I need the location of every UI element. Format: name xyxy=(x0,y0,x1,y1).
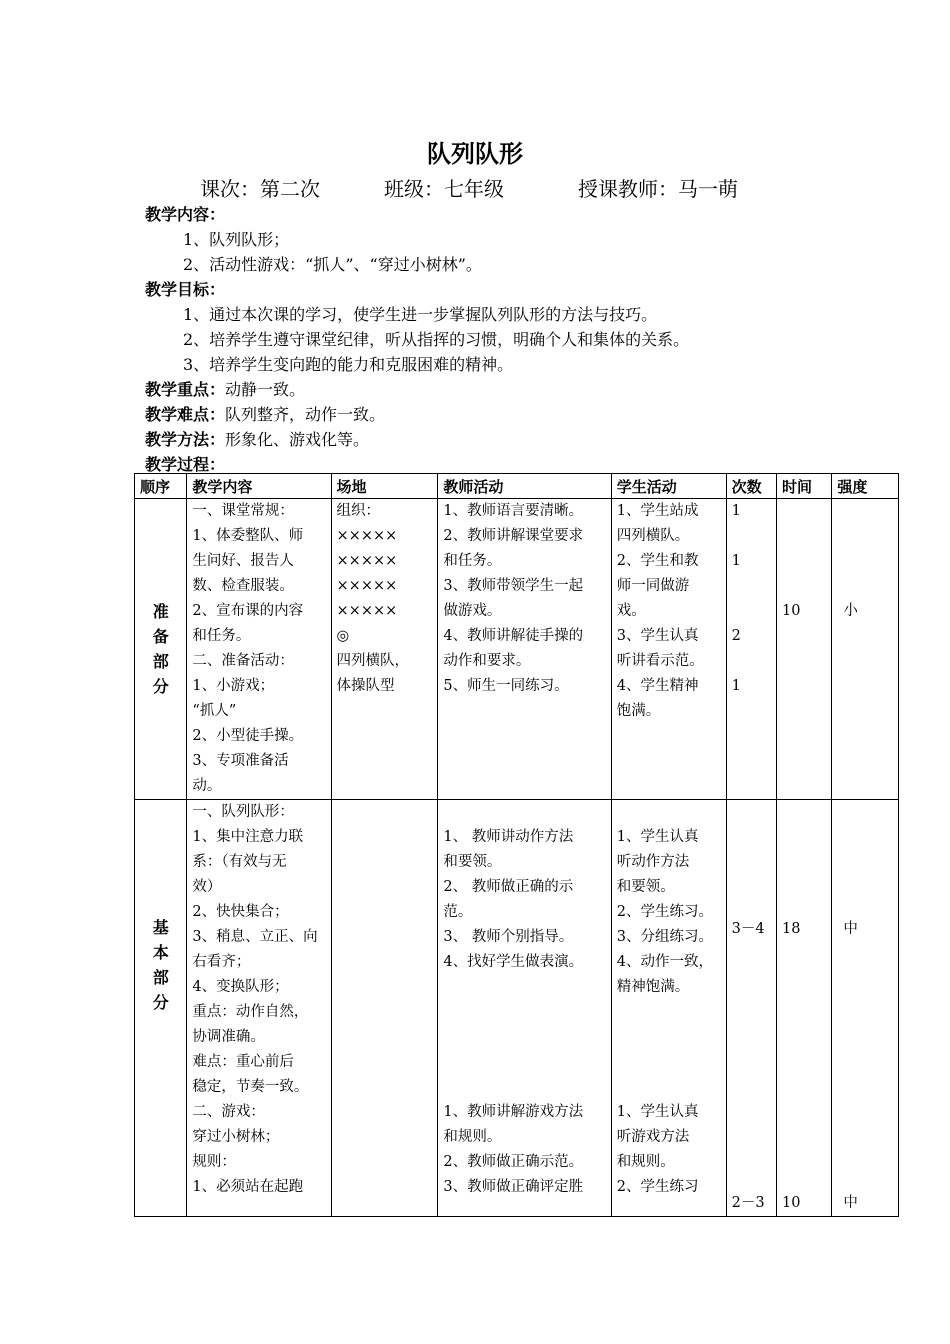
header-time: 时间 xyxy=(777,474,832,499)
teacher-label: 授课教师：马一萌 xyxy=(578,177,738,201)
text-line: 4、找好学生做表演。 xyxy=(443,954,584,970)
objective-item: 2、培养学生遵守课堂纪律，听从指挥的习惯，明确个人和集体的关系。 xyxy=(183,330,690,349)
text-line: 组织： xyxy=(336,503,381,519)
count-value: 3－4 xyxy=(731,921,765,937)
count-value: 1 xyxy=(731,553,741,569)
text-line: 5、师生一同练习。 xyxy=(443,678,569,694)
time-value: 10 xyxy=(782,603,801,619)
text-line: 3、分组练习。 xyxy=(616,929,713,945)
section-prep-char: 部 xyxy=(152,652,169,671)
section-prep-char: 备 xyxy=(152,627,169,646)
content-heading: 教学内容： xyxy=(145,205,226,224)
content-item: 1、队列队形； xyxy=(183,230,290,249)
text-line: 范。 xyxy=(443,904,473,920)
text-line: 3、教师带领学生一起 xyxy=(443,578,584,594)
header-teacher-activity: 教师活动 xyxy=(438,474,611,499)
text-line: 1、学生认真 xyxy=(616,829,699,845)
section-basic-char: 基 xyxy=(152,918,169,937)
class-label: 班级：七年级 xyxy=(384,177,504,201)
text-line: 1、学生站成 xyxy=(616,503,699,519)
basic-content xyxy=(187,800,331,1217)
text-line: 师一同做游 xyxy=(616,578,690,594)
text-line: 饱满。 xyxy=(616,703,661,719)
section-basic-char: 本 xyxy=(152,943,169,962)
text-line: 1、体委整队、师 xyxy=(192,528,304,544)
text-line: 1、教师讲解游戏方法 xyxy=(443,1104,584,1120)
section-prep xyxy=(135,499,187,800)
teacher-position-icon: ◎ xyxy=(336,628,350,644)
formation-row: ××××× xyxy=(336,603,398,619)
text-line: 动作和要求。 xyxy=(443,653,531,669)
basic-student-activity xyxy=(611,800,726,1217)
text-line: 四列横队。 xyxy=(616,528,690,544)
difficulty-label: 教学难点： xyxy=(145,405,226,424)
text-line: 戏。 xyxy=(616,603,646,619)
text-line: 和规则。 xyxy=(443,1129,502,1145)
session-label: 课次：第二次 xyxy=(200,177,320,201)
text-line: 2、小型徒手操。 xyxy=(192,728,304,744)
text-line: 4、学生精神 xyxy=(616,678,699,694)
text-line: 右看齐； xyxy=(192,954,251,970)
basic-teacher-activity xyxy=(438,800,611,1217)
lesson-table xyxy=(134,473,899,1217)
text-line: 重点：动作自然， xyxy=(192,1004,309,1020)
text-line: 和要领。 xyxy=(616,879,675,895)
count-value xyxy=(732,524,771,549)
text-line: 效） xyxy=(192,879,222,895)
text-line: 系：（有效与无 xyxy=(192,854,287,870)
time-value: 18 xyxy=(782,921,801,937)
intensity-value: 小 xyxy=(843,603,858,619)
text-line: 动。 xyxy=(192,778,222,794)
table-header-row xyxy=(135,474,899,499)
text-line: 生问好、报告人 xyxy=(192,553,294,569)
method xyxy=(145,427,369,450)
text-line: 数、检查服装。 xyxy=(192,578,294,594)
formation-row: ××××× xyxy=(336,528,398,544)
method-text: 形象化、游戏化等。 xyxy=(225,430,370,449)
basic-count xyxy=(726,800,776,1217)
text-line: 和要领。 xyxy=(443,854,502,870)
header-order: 顺序 xyxy=(135,474,187,499)
count-value xyxy=(732,599,771,624)
table-row xyxy=(135,800,899,1217)
text-line: 2、宣布课的内容 xyxy=(192,603,304,619)
text-line: 难点：重心前后 xyxy=(192,1054,294,1070)
count-value: 1 xyxy=(731,678,741,694)
basic-intensity xyxy=(832,800,899,1217)
text-line: 1、集中注意力联 xyxy=(192,829,304,845)
header-count: 次数 xyxy=(726,474,776,499)
prep-student-activity xyxy=(611,499,726,800)
prep-content xyxy=(187,499,331,800)
key-point-text: 动静一致。 xyxy=(225,380,306,399)
basic-time xyxy=(777,800,832,1217)
text-line: 一、队列队形： xyxy=(192,804,294,820)
count-value: 1 xyxy=(731,503,741,519)
text-line: 2、学生练习 xyxy=(616,1179,699,1195)
text-line: 1、必须站在起跑 xyxy=(192,1179,304,1195)
text-line: 稳定，节奏一致。 xyxy=(192,1079,309,1095)
text-line: 3、 教师个别指导。 xyxy=(443,929,574,945)
text-line: 穿过小树林； xyxy=(192,1129,280,1145)
table-row xyxy=(135,499,899,800)
formation-row: ××××× xyxy=(336,578,398,594)
key-point xyxy=(145,377,305,400)
section-basic-char: 部 xyxy=(152,968,169,987)
difficulty-text: 队列整齐，动作一致。 xyxy=(225,405,386,424)
text-line: 规则： xyxy=(192,1154,236,1170)
text-line: “抓人” xyxy=(192,703,237,719)
text-line: 二、游戏： xyxy=(192,1104,265,1120)
text-line: 4、动作一致， xyxy=(616,954,713,970)
text-line: 2、教师做正确示范。 xyxy=(443,1154,584,1170)
text-line: 听游戏方法 xyxy=(616,1129,690,1145)
text-line: 听讲看示范。 xyxy=(616,653,704,669)
difficulty xyxy=(145,402,385,425)
text-line: 2、快快集合； xyxy=(192,904,289,920)
text-line: 二、准备活动： xyxy=(192,653,294,669)
header-content: 教学内容 xyxy=(187,474,331,499)
document-title: 队列队形 xyxy=(427,140,523,168)
content-item: 2、活动性游戏：“抓人”、“穿过小树林”。 xyxy=(183,255,482,274)
text-line: 2、 教师做正确的示 xyxy=(443,879,574,895)
key-point-label: 教学重点： xyxy=(145,380,226,399)
text-line: 2、学生和教 xyxy=(616,553,699,569)
basic-venue xyxy=(331,800,438,1217)
section-prep-char: 准 xyxy=(152,602,169,621)
text-line: 3、专项准备活 xyxy=(192,753,289,769)
time-value: 10 xyxy=(782,1195,801,1211)
text-line: 4、教师讲解徒手操的 xyxy=(443,628,584,644)
header-intensity: 强度 xyxy=(832,474,899,499)
text-line: 3、教师做正确评定胜 xyxy=(443,1179,584,1195)
section-prep-char: 分 xyxy=(152,677,169,696)
formation-row: ××××× xyxy=(336,553,398,569)
header-venue: 场地 xyxy=(331,474,438,499)
header-student-activity: 学生活动 xyxy=(611,474,726,499)
text-line: 四列横队， xyxy=(336,653,410,669)
objective-item: 1、通过本次课的学习，使学生进一步掌握队列队形的方法与技巧。 xyxy=(183,305,658,324)
text-line: 1、小游戏； xyxy=(192,678,275,694)
text-line: 和任务。 xyxy=(443,553,502,569)
text-line: 3、稍息、立正、向 xyxy=(192,929,318,945)
text-line: 1、学生认真 xyxy=(616,1104,699,1120)
text-line: 4、变换队形； xyxy=(192,979,289,995)
prep-teacher-activity xyxy=(438,499,611,800)
prep-venue xyxy=(331,499,438,800)
text-line: 听动作方法 xyxy=(616,854,690,870)
text-line: 做游戏。 xyxy=(443,603,502,619)
section-basic xyxy=(135,800,187,1217)
text-line: 2、学生练习。 xyxy=(616,904,713,920)
text-line: 3、学生认真 xyxy=(616,628,699,644)
count-value xyxy=(732,574,771,599)
objectives-heading: 教学目标： xyxy=(145,280,226,299)
intensity-value: 中 xyxy=(843,1195,858,1211)
section-basic-char: 分 xyxy=(152,993,169,1012)
prep-intensity xyxy=(832,499,899,800)
text-line: 1、 教师讲动作方法 xyxy=(443,829,574,845)
count-value: 2 xyxy=(731,628,741,644)
text-line: 体操队型 xyxy=(336,678,395,694)
text-line: 1、教师语言要清晰。 xyxy=(443,503,584,519)
text-line: 协调准确。 xyxy=(192,1029,265,1045)
text-line: 2、教师讲解课堂要求 xyxy=(443,528,584,544)
objective-item: 3、培养学生变向跑的能力和克服困难的精神。 xyxy=(183,355,514,374)
count-value: 2－3 xyxy=(731,1195,765,1211)
intensity-value: 中 xyxy=(843,921,858,937)
count-value xyxy=(732,649,771,674)
method-label: 教学方法： xyxy=(145,430,226,449)
text-line: 精神饱满。 xyxy=(616,979,690,995)
text-line: 一、课堂常规： xyxy=(192,503,294,519)
prep-count xyxy=(726,499,776,800)
prep-time xyxy=(777,499,832,800)
text-line: 和任务。 xyxy=(192,628,251,644)
process-heading: 教学过程： xyxy=(145,455,226,474)
text-line: 和规则。 xyxy=(616,1154,675,1170)
